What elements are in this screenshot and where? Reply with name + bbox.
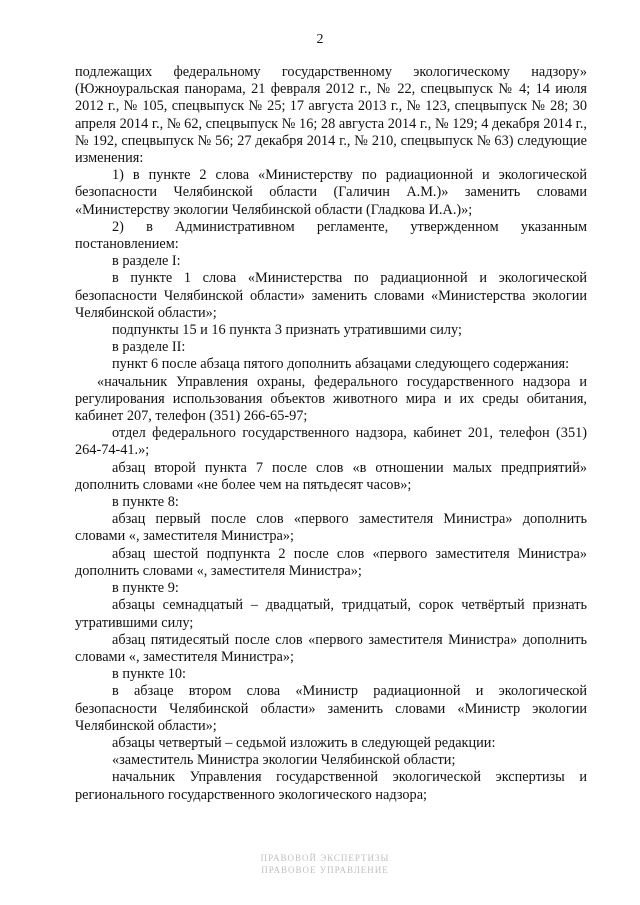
paragraph: в абзаце втором слова «Министр радиационной и экологической безопасности Челябинской области» заменить словами «Министр экологии Челябинской области»; bbox=[75, 683, 587, 734]
paragraph: «начальник Управления охраны, федерального государственного надзора и регулирования использования объектов животного мира и их среды обитания, кабинет 207, телефон (351) 266-65-97; bbox=[75, 373, 587, 425]
paragraph: 2) в Административном регламенте, утвержденном указанным постановлением: bbox=[75, 218, 587, 253]
paragraph: в пункте 8: bbox=[112, 494, 179, 511]
paragraph: в разделе I: bbox=[112, 253, 181, 270]
faint-stamp bbox=[250, 852, 400, 876]
paragraph: абзац пятидесятый после слов «первого заместителя Министра» дополнить словами «, заместителя Министра»; bbox=[75, 631, 587, 665]
paragraph: подпункты 15 и 16 пункта 3 признать утратившими силу; bbox=[112, 322, 462, 339]
paragraph: абзацы четвертый – седьмой изложить в следующей редакции: bbox=[112, 734, 496, 751]
paragraph: абзац первый после слов «первого заместителя Министра» дополнить словами «, заместителя Министра»; bbox=[75, 511, 587, 545]
paragraph: в пункте 10: bbox=[112, 666, 186, 683]
paragraph: абзацы семнадцатый – двадцатый, тридцатый, сорок четвёртый признать утратившими силу; bbox=[75, 597, 587, 631]
paragraph: абзац второй пункта 7 после слов «в отношении малых предприятий» дополнить словами «не более чем на пятьдесят часов»; bbox=[75, 459, 587, 493]
paragraph: в пункте 9: bbox=[112, 580, 179, 597]
paragraph: пункт 6 после абзаца пятого дополнить абзацами следующего содержания: bbox=[112, 356, 570, 373]
stamp-line: ПРАВОВОЙ ЭКСПЕРТИЗЫ bbox=[260, 853, 390, 863]
paragraph: в разделе II: bbox=[112, 339, 186, 356]
paragraph: начальник Управления государственной экологической экспертизы и регионального государственного экологического надзора; bbox=[75, 769, 587, 803]
paragraph: абзац шестой подпункта 2 после слов «первого заместителя Министра» дополнить словами «, заместителя Министра»; bbox=[75, 545, 587, 579]
page-number: 2 bbox=[316, 32, 324, 47]
document-body bbox=[75, 64, 587, 804]
paragraph: 1) в пункте 2 слова «Министерству по радиационной и экологической безопасности Челябинской области (Галичин А.М.)» заменить словами «Министерству экологии Челябинской области (Гладкова И.А.)»; bbox=[75, 167, 587, 218]
paragraph: «заместитель Министра экологии Челябинской области; bbox=[112, 752, 456, 769]
paragraph: подлежащих федеральному государственному экологическому надзору» (Южноуральская панорама, 21 февраля 2012 г., № 22, спецвыпуск № 4; 14 июля 2012 г., № 105, спецвыпуск № 25; 17 августа 2013 г., № 123, спецвыпуск № 28; 30 апреля 2014 г., № 62, спецвыпуск № 16; 28 августа 2014 г., № 129; 4 декабря 2014 г., № 192, спецвыпуск № 56; 27 декабря 2014 г., № 210, спецвыпуск № 63) следующие изменения: bbox=[75, 64, 587, 167]
paragraph: отдел федерального государственного надзора, кабинет 201, телефон (351) 264-74-41.»; bbox=[75, 425, 587, 459]
stamp-line: ПРАВОВОЕ УПРАВЛЕНИЕ bbox=[261, 865, 389, 875]
paragraph: в пункте 1 слова «Министерства по радиационной и экологической безопасности Челябинской области» заменить словами «Министерства экологии Челябинской области»; bbox=[75, 270, 587, 321]
